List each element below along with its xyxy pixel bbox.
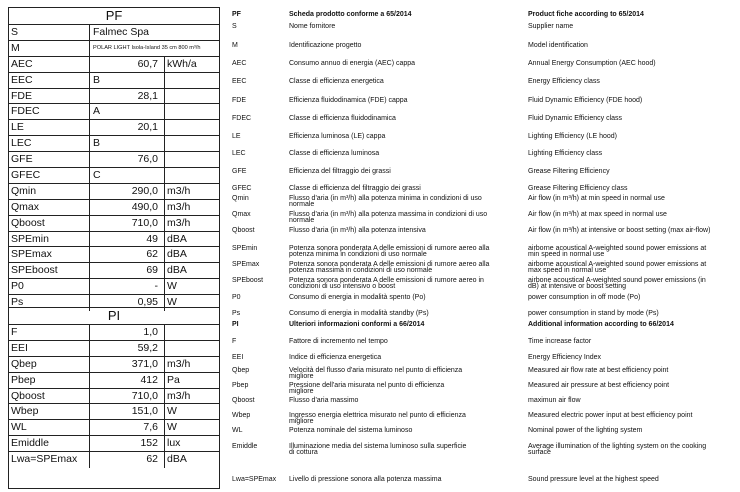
pf-desc-code: SPEmin — [232, 245, 258, 252]
param-code: Ps — [11, 296, 24, 309]
param-value: B — [93, 137, 101, 150]
pf-desc-code: LE — [232, 133, 241, 140]
param-code: WL — [11, 421, 27, 434]
pi-section-code: PI — [232, 321, 239, 328]
param-code: FDE — [11, 89, 32, 102]
pi-rows — [9, 325, 219, 468]
pf-section-title-it: Scheda prodotto conforme a 65/2014 — [289, 11, 412, 18]
pi-row — [9, 420, 219, 436]
pf-desc-en: airborne acoustical A-weighted sound power emissions at — [528, 245, 707, 252]
pf-desc-en: Fluid Dynamic Efficiency (FDE hood) — [528, 97, 643, 104]
pf-desc-code: S — [232, 23, 237, 30]
pf-desc-code: GFEC — [232, 185, 252, 192]
pf-desc-it: Efficienza fluidodinamica (FDE) cappa — [289, 97, 408, 104]
param-unit: m3/h — [167, 216, 191, 229]
param-value: 490,0 — [131, 200, 158, 213]
pi-desc-en: Sound pressure level at the highest speed — [528, 476, 659, 483]
pi-desc-en: surface — [528, 449, 551, 457]
param-value: 152 — [140, 437, 158, 450]
pf-desc-it: condizioni di uso intensivo o boost — [289, 283, 396, 291]
pf-section-table — [8, 7, 220, 308]
pi-desc-it: Indice di efficienza energetica — [289, 354, 382, 361]
pf-row — [9, 136, 219, 152]
param-value: B — [93, 73, 101, 86]
pf-row — [9, 89, 219, 105]
pi-row — [9, 341, 219, 357]
value-cell — [89, 357, 165, 372]
param-unit: Pa — [167, 373, 180, 386]
pi-desc-it: migliore — [289, 418, 314, 426]
param-code: M — [11, 41, 20, 54]
pi-desc-code: F — [232, 338, 237, 345]
value-cell — [89, 452, 165, 468]
param-code: AEC — [11, 57, 33, 70]
pi-desc-it: migliore — [289, 373, 314, 381]
pi-desc-en: Time increase factor — [528, 338, 592, 345]
param-value: Falmec Spa — [93, 26, 150, 38]
value-cell — [89, 152, 165, 167]
param-value: A — [93, 105, 101, 118]
value-cell — [89, 436, 165, 451]
pf-desc-code: EEC — [232, 78, 247, 85]
pi-desc-it: Illuminazione media del sistema luminoso sulla superficie — [289, 443, 467, 450]
pf-desc-it: Flusso d'aria (in m³/h) alla potenza massima in condizioni di uso — [289, 211, 488, 218]
pf-row — [9, 279, 219, 295]
pi-row — [9, 325, 219, 341]
pf-row — [9, 168, 219, 184]
param-code: Emiddle — [11, 437, 49, 450]
pi-desc-code: Qbep — [232, 367, 250, 374]
pi-desc-en: maximun air flow — [528, 397, 581, 404]
pf-desc-en: Fluid Dynamic Efficiency class — [528, 115, 623, 122]
pi-row — [9, 452, 219, 468]
pf-desc-en: Lighting Efficiency (LE hood) — [528, 133, 617, 140]
param-code: EEC — [11, 73, 33, 86]
pi-desc-code: Wbep — [232, 412, 251, 419]
pf-desc-it: Efficienza luminosa (LE) cappa — [289, 133, 386, 140]
pf-row — [9, 120, 219, 136]
pf-row — [9, 41, 219, 57]
pf-desc-en: airborne acoustical A-weighted sound power emissions at — [528, 261, 707, 268]
param-unit: dBA — [167, 453, 187, 466]
pf-desc-it: Classe di efficienza fluidodinamica — [289, 115, 396, 122]
value-cell — [89, 389, 165, 404]
pf-desc-en: min speed in normal use — [528, 251, 605, 259]
pf-section-code: PF — [232, 11, 241, 18]
param-value: 412 — [140, 373, 158, 386]
pi-row — [9, 357, 219, 373]
param-value: 151,0 — [131, 405, 158, 418]
param-value: 62 — [146, 248, 158, 261]
value-cell — [89, 279, 165, 294]
pi-desc-code: EEI — [232, 354, 244, 361]
param-code: LE — [11, 121, 24, 134]
pf-rows — [9, 25, 219, 311]
param-code: SPEboost — [11, 264, 58, 277]
pf-row — [9, 295, 219, 311]
pf-desc-en: Annual Energy Consumption (AEC hood) — [528, 60, 656, 67]
pi-desc-code: Lwa=SPEmax — [232, 476, 277, 483]
param-unit: W — [167, 405, 177, 418]
value-cell — [89, 136, 165, 151]
pf-row — [9, 57, 219, 73]
param-value: 371,0 — [131, 357, 158, 370]
param-value: C — [93, 169, 101, 182]
param-value: 76,0 — [137, 153, 158, 166]
value-cell — [89, 232, 165, 247]
pi-desc-code: Qboost — [232, 397, 255, 404]
pf-section-title-en: Product fiche according to 65/2014 — [528, 11, 644, 18]
pf-desc-it: Potenza sonora ponderata A delle emissioni di rumore aereo alla — [289, 245, 490, 252]
param-unit: m3/h — [167, 200, 191, 213]
pf-desc-it: Flusso d'aria (in m³/h) alla potenza intensiva — [289, 227, 426, 234]
pf-desc-en: Grease Filtering Efficiency class — [528, 185, 628, 192]
param-value: 0,95 — [137, 296, 158, 309]
pi-desc-it: Pressione dell'aria misurata nel punto di efficienza — [289, 382, 445, 389]
param-value: 1,0 — [143, 326, 158, 338]
param-value: 62 — [146, 453, 158, 466]
param-unit: lux — [167, 437, 181, 450]
pi-desc-code: Pbep — [232, 382, 249, 389]
param-code: Wbep — [11, 405, 39, 418]
pi-desc-it: Potenza nominale del sistema luminoso — [289, 427, 413, 434]
param-code: Qmin — [11, 184, 37, 197]
pf-desc-it: potenza massima in condizioni di uso normale — [289, 267, 433, 275]
param-unit: kWh/a — [167, 57, 197, 70]
pf-desc-en: airbone acoustical A-weighted sound power emissions (in — [528, 277, 706, 284]
param-unit: dBA — [167, 248, 187, 261]
param-code: SPEmin — [11, 232, 49, 245]
pf-desc-it: Identificazione progetto — [289, 42, 362, 49]
pi-row — [9, 373, 219, 389]
pf-desc-it: Nome fornitore — [289, 23, 336, 30]
param-value: 290,0 — [131, 184, 158, 197]
pf-desc-en: Grease Filtering Efficiency — [528, 168, 610, 175]
pf-row — [9, 73, 219, 89]
value-cell — [89, 341, 165, 356]
pf-desc-it: normale — [289, 217, 315, 225]
pi-desc-en: Energy Efficiency Index — [528, 354, 602, 361]
value-cell — [89, 25, 219, 40]
pi-row — [9, 436, 219, 452]
param-unit: W — [167, 296, 177, 309]
param-code: EEI — [11, 341, 28, 354]
value-cell — [89, 168, 165, 183]
pi-section-title-en: Additional information according to 66/2014 — [528, 321, 674, 328]
value-cell — [89, 263, 165, 278]
pf-desc-code: Qmax — [232, 211, 251, 218]
pf-desc-en: Model identification — [528, 42, 588, 49]
value-cell — [89, 373, 165, 388]
param-code: FDEC — [11, 105, 40, 118]
pi-desc-it: Livello di pressione sonora alla potenza massima — [289, 476, 442, 483]
pf-desc-code: LEC — [232, 150, 246, 157]
pi-desc-it: Velocità del flusso d'aria misurato nel punto di efficienza — [289, 367, 463, 374]
param-code: S — [11, 26, 19, 38]
pf-desc-it: Classe di efficienza luminosa — [289, 150, 380, 157]
param-unit: dBA — [167, 232, 187, 245]
pf-desc-code: SPEboost — [232, 277, 264, 284]
pf-desc-en: Air flow (in m³/h) at intensive or boost setting (max air-flow) — [528, 227, 711, 234]
param-value: 710,0 — [131, 389, 158, 402]
pi-desc-it: Fattore di incremento nel tempo — [289, 338, 388, 345]
pi-row — [9, 389, 219, 405]
pf-desc-en: power consumption in stand by mode (Ps) — [528, 310, 659, 317]
pf-desc-en: Air flow (in m³/h) at max speed in normal use — [528, 211, 667, 218]
pi-desc-en: Nominal power of the lighting system — [528, 427, 643, 434]
pi-section-title-it: Ulteriori informazioni conformi a 66/2014 — [289, 321, 425, 328]
value-cell — [89, 41, 219, 56]
pf-desc-code: AEC — [232, 60, 247, 67]
param-code: LEC — [11, 137, 32, 150]
pf-row — [9, 200, 219, 216]
param-code: Qmax — [11, 200, 40, 213]
value-cell — [89, 57, 165, 72]
pf-desc-en: Supplier name — [528, 23, 574, 30]
value-cell — [89, 89, 165, 104]
pf-desc-it: Flusso d'aria (in m³/h) alla potenza minima in condizioni di uso — [289, 195, 482, 202]
pf-desc-it: Potenza sonora ponderata A delle emissioni di rumore aereo alla — [289, 261, 490, 268]
pf-row — [9, 184, 219, 200]
pf-row — [9, 216, 219, 232]
pf-desc-en: dB) at intensive or boost setting — [528, 283, 627, 291]
pf-row — [9, 247, 219, 263]
param-code: P0 — [11, 280, 24, 293]
pi-desc-en: Average illumination of the lighting system on the cooking — [528, 443, 707, 450]
product-fiche-table — [8, 7, 220, 489]
param-value: 28,1 — [137, 89, 158, 102]
param-unit: W — [167, 421, 177, 434]
pf-desc-code: FDEC — [232, 115, 252, 122]
pf-row — [9, 263, 219, 279]
pf-desc-it: potenza minima in condizioni di uso normale — [289, 251, 427, 259]
param-value: 59,2 — [137, 341, 158, 354]
pf-table-header: PF — [9, 8, 219, 25]
pf-row — [9, 104, 219, 120]
param-unit: m3/h — [167, 389, 191, 402]
pi-row — [9, 404, 219, 420]
param-unit: m3/h — [167, 184, 191, 197]
pf-desc-code: M — [232, 42, 238, 49]
param-code: Lwa=SPEmax — [11, 453, 78, 466]
pf-desc-it: Classe di efficienza del filtraggio dei grassi — [289, 185, 421, 192]
pi-desc-code: Emiddle — [232, 443, 258, 450]
param-value: 710,0 — [131, 216, 158, 229]
param-code: GFEC — [11, 169, 41, 182]
pi-section-table — [8, 308, 220, 489]
value-cell — [89, 325, 165, 340]
pf-desc-code: Qboost — [232, 227, 255, 234]
value-cell — [89, 247, 165, 262]
param-code: Qboost — [11, 216, 45, 229]
pf-desc-code: SPEmax — [232, 261, 260, 268]
pf-desc-it: Efficienza del filtraggio dei grassi — [289, 168, 391, 175]
param-code: GFE — [11, 153, 33, 166]
param-value: 69 — [146, 264, 158, 277]
value-cell — [89, 216, 165, 231]
param-code: F — [11, 326, 18, 338]
pf-desc-en: Lighting Efficiency class — [528, 150, 603, 157]
pi-desc-en: Measured air pressure at best efficiency point — [528, 382, 670, 389]
pi-desc-en: Measured air flow rate at best efficiency point — [528, 367, 669, 374]
param-code: Qboost — [11, 389, 45, 402]
pi-desc-en: Measured electric power input at best efficiency point — [528, 412, 693, 419]
param-code: Pbep — [11, 373, 36, 386]
pf-desc-it: normale — [289, 201, 315, 209]
value-cell — [89, 295, 165, 311]
pf-desc-code: GFE — [232, 168, 247, 175]
value-cell — [89, 404, 165, 419]
pf-desc-code: Qmin — [232, 195, 249, 202]
value-cell — [89, 420, 165, 435]
pf-desc-it: Potenza sonora ponderata A delle emissioni di rumore aereo in — [289, 277, 484, 284]
pi-desc-it: migliore — [289, 388, 314, 396]
pf-row — [9, 152, 219, 168]
pf-desc-en: power consumption in off mode (Po) — [528, 294, 641, 301]
pi-desc-code: WL — [232, 427, 243, 434]
param-value: 49 — [146, 232, 158, 245]
param-code: SPEmax — [11, 248, 52, 261]
pf-desc-code: FDE — [232, 97, 246, 104]
value-cell — [89, 184, 165, 199]
pi-table-header: PI — [9, 308, 219, 325]
pf-desc-en: Air flow (in m³/h) at min speed in normal use — [528, 195, 665, 202]
param-unit: W — [167, 280, 177, 293]
pf-desc-it: Classe di efficienza energetica — [289, 78, 384, 85]
pf-desc-it: Consumo di energia in modalità standby (Ps) — [289, 310, 429, 317]
param-value: 60,7 — [137, 57, 158, 70]
value-cell — [89, 73, 165, 88]
param-value: 20,1 — [137, 121, 158, 134]
param-unit: dBA — [167, 264, 187, 277]
param-value: - — [154, 280, 158, 293]
value-cell — [89, 200, 165, 215]
pf-desc-it: Consumo di energia in modalità spento (Po) — [289, 294, 426, 301]
param-value: POLAR LIGHT Isola-Island 35 cm 800 m³/h — [93, 44, 201, 51]
pf-desc-en: max speed in normal use — [528, 267, 607, 275]
pf-desc-it: Consumo annuo di energia (AEC) cappa — [289, 60, 416, 67]
pf-desc-code: P0 — [232, 294, 241, 301]
pi-desc-it: Ingresso energia elettrica misurato nel punto di efficienza — [289, 412, 466, 419]
pf-desc-en: Energy Efficiency class — [528, 78, 600, 85]
pf-row — [9, 232, 219, 248]
param-value: 7,6 — [143, 421, 158, 434]
value-cell — [89, 120, 165, 135]
pf-desc-code: Ps — [232, 310, 241, 317]
param-unit: m3/h — [167, 357, 191, 370]
pi-desc-it: Flusso d'aria massimo — [289, 397, 359, 404]
value-cell — [89, 104, 165, 119]
pf-row — [9, 25, 219, 41]
param-code: Qbep — [11, 357, 37, 370]
pi-desc-it: di cottura — [289, 449, 318, 457]
